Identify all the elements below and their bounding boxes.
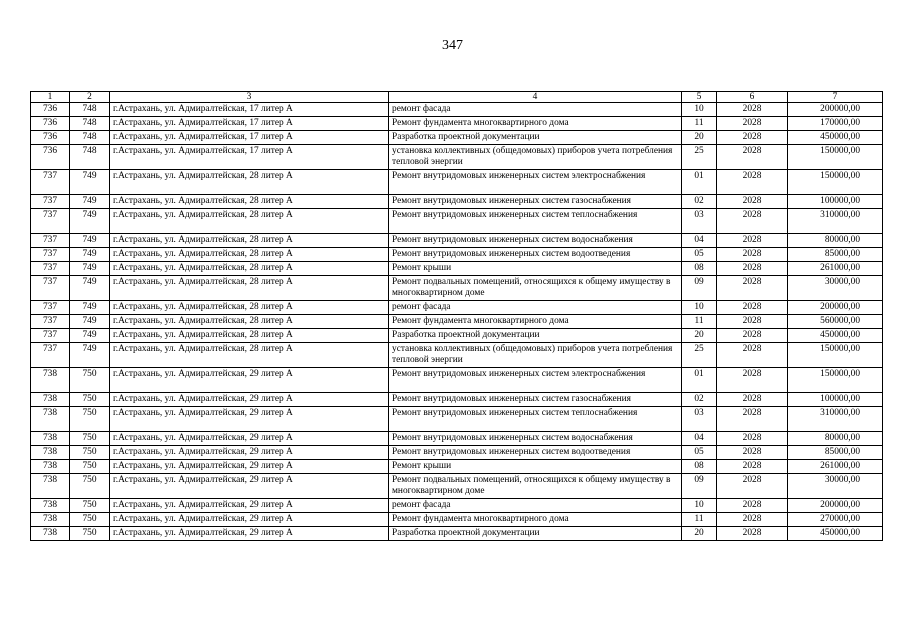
cost-cell: 270000,00 [788, 513, 883, 527]
work-type-cell: Ремонт внутридомовых инженерных систем водоотведения [389, 446, 682, 460]
number-cell: 750 [70, 407, 110, 432]
table-row [31, 145, 883, 170]
row-index-cell: 737 [31, 170, 70, 195]
number-cell: 749 [70, 315, 110, 329]
work-type-cell: Ремонт внутридомовых инженерных систем теплоснабжения [389, 209, 682, 234]
number-cell: 749 [70, 301, 110, 315]
cost-cell: 310000,00 [788, 209, 883, 234]
table-row [31, 315, 883, 329]
address-cell: г.Астрахань, ул. Адмиралтейская, 28 литер А [110, 248, 389, 262]
number-cell: 749 [70, 234, 110, 248]
year-cell: 2028 [717, 301, 788, 315]
work-type-cell: Разработка проектной документации [389, 131, 682, 145]
code-cell: 25 [682, 145, 717, 170]
row-index-cell: 736 [31, 131, 70, 145]
cost-cell: 30000,00 [788, 276, 883, 301]
works-table [30, 91, 883, 541]
row-index-cell: 736 [31, 145, 70, 170]
column-header: 6 [717, 92, 788, 103]
work-type-cell: Разработка проектной документации [389, 527, 682, 541]
cost-cell: 150000,00 [788, 368, 883, 393]
cost-cell: 450000,00 [788, 329, 883, 343]
code-cell: 04 [682, 432, 717, 446]
address-cell: г.Астрахань, ул. Адмиралтейская, 28 литер А [110, 209, 389, 234]
table-row [31, 368, 883, 393]
table-body [31, 103, 883, 541]
code-cell: 03 [682, 209, 717, 234]
row-index-cell: 738 [31, 527, 70, 541]
year-cell: 2028 [717, 513, 788, 527]
year-cell: 2028 [717, 393, 788, 407]
column-header: 3 [110, 92, 389, 103]
code-cell: 08 [682, 262, 717, 276]
year-cell: 2028 [717, 499, 788, 513]
work-type-cell: Ремонт внутридомовых инженерных систем водоснабжения [389, 234, 682, 248]
number-cell: 749 [70, 195, 110, 209]
cost-cell: 80000,00 [788, 234, 883, 248]
address-cell: г.Астрахань, ул. Адмиралтейская, 28 литер А [110, 170, 389, 195]
work-type-cell: Ремонт внутридомовых инженерных систем водоснабжения [389, 432, 682, 446]
number-cell: 748 [70, 117, 110, 131]
column-header: 1 [31, 92, 70, 103]
cost-cell: 450000,00 [788, 527, 883, 541]
cost-cell: 261000,00 [788, 262, 883, 276]
table-row [31, 407, 883, 432]
number-cell: 748 [70, 145, 110, 170]
address-cell: г.Астрахань, ул. Адмиралтейская, 29 литер А [110, 368, 389, 393]
year-cell: 2028 [717, 103, 788, 117]
work-type-cell: установка коллективных (общедомовых) приборов учета потребления тепловой энергии [389, 343, 682, 368]
work-type-cell: установка коллективных (общедомовых) приборов учета потребления тепловой энергии [389, 145, 682, 170]
cost-cell: 85000,00 [788, 248, 883, 262]
year-cell: 2028 [717, 460, 788, 474]
address-cell: г.Астрахань, ул. Адмиралтейская, 29 литер А [110, 474, 389, 499]
address-cell: г.Астрахань, ул. Адмиралтейская, 17 литер А [110, 131, 389, 145]
address-cell: г.Астрахань, ул. Адмиралтейская, 28 литер А [110, 234, 389, 248]
cost-cell: 200000,00 [788, 499, 883, 513]
table-row [31, 131, 883, 145]
work-type-cell: Разработка проектной документации [389, 329, 682, 343]
code-cell: 02 [682, 195, 717, 209]
work-type-cell: Ремонт фундамента многоквартирного дома [389, 315, 682, 329]
table-row [31, 446, 883, 460]
year-cell: 2028 [717, 329, 788, 343]
table-row [31, 117, 883, 131]
cost-cell: 30000,00 [788, 474, 883, 499]
table-row [31, 276, 883, 301]
cost-cell: 560000,00 [788, 315, 883, 329]
row-index-cell: 737 [31, 248, 70, 262]
row-index-cell: 737 [31, 195, 70, 209]
row-index-cell: 738 [31, 446, 70, 460]
work-type-cell: Ремонт фундамента многоквартирного дома [389, 513, 682, 527]
number-cell: 748 [70, 131, 110, 145]
page-number: 347 [442, 38, 463, 53]
code-cell: 01 [682, 368, 717, 393]
cost-cell: 200000,00 [788, 103, 883, 117]
address-cell: г.Астрахань, ул. Адмиралтейская, 28 литер А [110, 301, 389, 315]
cost-cell: 150000,00 [788, 170, 883, 195]
code-cell: 20 [682, 527, 717, 541]
table-row [31, 248, 883, 262]
table-row [31, 432, 883, 446]
address-cell: г.Астрахань, ул. Адмиралтейская, 29 литер А [110, 446, 389, 460]
row-index-cell: 738 [31, 460, 70, 474]
column-header: 4 [389, 92, 682, 103]
code-cell: 04 [682, 234, 717, 248]
address-cell: г.Астрахань, ул. Адмиралтейская, 29 литер А [110, 460, 389, 474]
address-cell: г.Астрахань, ул. Адмиралтейская, 28 литер А [110, 315, 389, 329]
table-row [31, 343, 883, 368]
table-row [31, 460, 883, 474]
number-cell: 750 [70, 527, 110, 541]
work-type-cell: Ремонт подвальных помещений, относящихся к общему имуществу в многоквартирном доме [389, 276, 682, 301]
year-cell: 2028 [717, 170, 788, 195]
cost-cell: 100000,00 [788, 393, 883, 407]
work-type-cell: Ремонт внутридомовых инженерных систем водоотведения [389, 248, 682, 262]
year-cell: 2028 [717, 407, 788, 432]
address-cell: г.Астрахань, ул. Адмиралтейская, 17 литер А [110, 103, 389, 117]
row-index-cell: 737 [31, 329, 70, 343]
address-cell: г.Астрахань, ул. Адмиралтейская, 29 литер А [110, 527, 389, 541]
number-cell: 749 [70, 276, 110, 301]
number-cell: 749 [70, 248, 110, 262]
number-cell: 750 [70, 393, 110, 407]
row-index-cell: 736 [31, 117, 70, 131]
table-row [31, 195, 883, 209]
code-cell: 01 [682, 170, 717, 195]
code-cell: 03 [682, 407, 717, 432]
row-index-cell: 738 [31, 499, 70, 513]
cost-cell: 100000,00 [788, 195, 883, 209]
year-cell: 2028 [717, 343, 788, 368]
row-index-cell: 737 [31, 209, 70, 234]
cost-cell: 310000,00 [788, 407, 883, 432]
number-cell: 750 [70, 368, 110, 393]
year-cell: 2028 [717, 195, 788, 209]
address-cell: г.Астрахань, ул. Адмиралтейская, 29 литер А [110, 513, 389, 527]
code-cell: 11 [682, 513, 717, 527]
number-cell: 749 [70, 170, 110, 195]
number-cell: 750 [70, 460, 110, 474]
code-cell: 11 [682, 315, 717, 329]
number-cell: 750 [70, 513, 110, 527]
cost-cell: 150000,00 [788, 145, 883, 170]
column-header: 2 [70, 92, 110, 103]
address-cell: г.Астрахань, ул. Адмиралтейская, 28 литер А [110, 262, 389, 276]
year-cell: 2028 [717, 315, 788, 329]
year-cell: 2028 [717, 234, 788, 248]
cost-cell: 85000,00 [788, 446, 883, 460]
work-type-cell: Ремонт внутридомовых инженерных систем электроснабжения [389, 368, 682, 393]
number-cell: 750 [70, 474, 110, 499]
row-index-cell: 738 [31, 393, 70, 407]
address-cell: г.Астрахань, ул. Адмиралтейская, 28 литер А [110, 343, 389, 368]
number-cell: 749 [70, 262, 110, 276]
table-row [31, 301, 883, 315]
address-cell: г.Астрахань, ул. Адмиралтейская, 28 литер А [110, 329, 389, 343]
year-cell: 2028 [717, 446, 788, 460]
year-cell: 2028 [717, 527, 788, 541]
code-cell: 20 [682, 131, 717, 145]
row-index-cell: 738 [31, 474, 70, 499]
code-cell: 09 [682, 474, 717, 499]
number-cell: 749 [70, 329, 110, 343]
code-cell: 10 [682, 499, 717, 513]
year-cell: 2028 [717, 145, 788, 170]
work-type-cell: ремонт фасада [389, 499, 682, 513]
work-type-cell: Ремонт внутридомовых инженерных систем газоснабжения [389, 195, 682, 209]
work-type-cell: Ремонт фундамента многоквартирного дома [389, 117, 682, 131]
work-type-cell: Ремонт подвальных помещений, относящихся к общему имуществу в многоквартирном доме [389, 474, 682, 499]
row-index-cell: 738 [31, 513, 70, 527]
code-cell: 20 [682, 329, 717, 343]
number-cell: 750 [70, 499, 110, 513]
address-cell: г.Астрахань, ул. Адмиралтейская, 17 литер А [110, 145, 389, 170]
row-index-cell: 737 [31, 276, 70, 301]
address-cell: г.Астрахань, ул. Адмиралтейская, 17 литер А [110, 117, 389, 131]
code-cell: 11 [682, 117, 717, 131]
work-type-cell: ремонт фасада [389, 103, 682, 117]
address-cell: г.Астрахань, ул. Адмиралтейская, 29 литер А [110, 499, 389, 513]
row-index-cell: 737 [31, 234, 70, 248]
cost-cell: 450000,00 [788, 131, 883, 145]
address-cell: г.Астрахань, ул. Адмиралтейская, 29 литер А [110, 393, 389, 407]
table-row [31, 209, 883, 234]
address-cell: г.Астрахань, ул. Адмиралтейская, 29 литер А [110, 432, 389, 446]
column-header: 5 [682, 92, 717, 103]
row-index-cell: 737 [31, 343, 70, 368]
code-cell: 05 [682, 248, 717, 262]
code-cell: 10 [682, 301, 717, 315]
address-cell: г.Астрахань, ул. Адмиралтейская, 28 литер А [110, 195, 389, 209]
number-cell: 748 [70, 103, 110, 117]
year-cell: 2028 [717, 131, 788, 145]
code-cell: 10 [682, 103, 717, 117]
table-row [31, 170, 883, 195]
cost-cell: 170000,00 [788, 117, 883, 131]
row-index-cell: 738 [31, 368, 70, 393]
address-cell: г.Астрахань, ул. Адмиралтейская, 29 литер А [110, 407, 389, 432]
year-cell: 2028 [717, 432, 788, 446]
code-cell: 08 [682, 460, 717, 474]
work-type-cell: ремонт фасада [389, 301, 682, 315]
cost-cell: 80000,00 [788, 432, 883, 446]
table-row [31, 474, 883, 499]
address-cell: г.Астрахань, ул. Адмиралтейская, 28 литер А [110, 276, 389, 301]
year-cell: 2028 [717, 117, 788, 131]
code-cell: 02 [682, 393, 717, 407]
table-row [31, 513, 883, 527]
code-cell: 05 [682, 446, 717, 460]
column-header: 7 [788, 92, 883, 103]
year-cell: 2028 [717, 368, 788, 393]
row-index-cell: 736 [31, 103, 70, 117]
year-cell: 2028 [717, 474, 788, 499]
table-row [31, 234, 883, 248]
code-cell: 09 [682, 276, 717, 301]
row-index-cell: 738 [31, 432, 70, 446]
row-index-cell: 738 [31, 407, 70, 432]
table-row [31, 262, 883, 276]
number-cell: 750 [70, 446, 110, 460]
work-type-cell: Ремонт крыши [389, 460, 682, 474]
row-index-cell: 737 [31, 262, 70, 276]
work-type-cell: Ремонт внутридомовых инженерных систем теплоснабжения [389, 407, 682, 432]
cost-cell: 261000,00 [788, 460, 883, 474]
year-cell: 2028 [717, 262, 788, 276]
row-index-cell: 737 [31, 315, 70, 329]
work-type-cell: Ремонт крыши [389, 262, 682, 276]
row-index-cell: 737 [31, 301, 70, 315]
number-cell: 749 [70, 343, 110, 368]
code-cell: 25 [682, 343, 717, 368]
table-row [31, 329, 883, 343]
cost-cell: 200000,00 [788, 301, 883, 315]
table-row [31, 103, 883, 117]
number-cell: 750 [70, 432, 110, 446]
work-type-cell: Ремонт внутридомовых инженерных систем электроснабжения [389, 170, 682, 195]
table-row [31, 393, 883, 407]
table-row [31, 499, 883, 513]
cost-cell: 150000,00 [788, 343, 883, 368]
year-cell: 2028 [717, 209, 788, 234]
work-type-cell: Ремонт внутридомовых инженерных систем газоснабжения [389, 393, 682, 407]
table-header-row [31, 92, 883, 103]
year-cell: 2028 [717, 248, 788, 262]
number-cell: 749 [70, 209, 110, 234]
table-row [31, 527, 883, 541]
year-cell: 2028 [717, 276, 788, 301]
